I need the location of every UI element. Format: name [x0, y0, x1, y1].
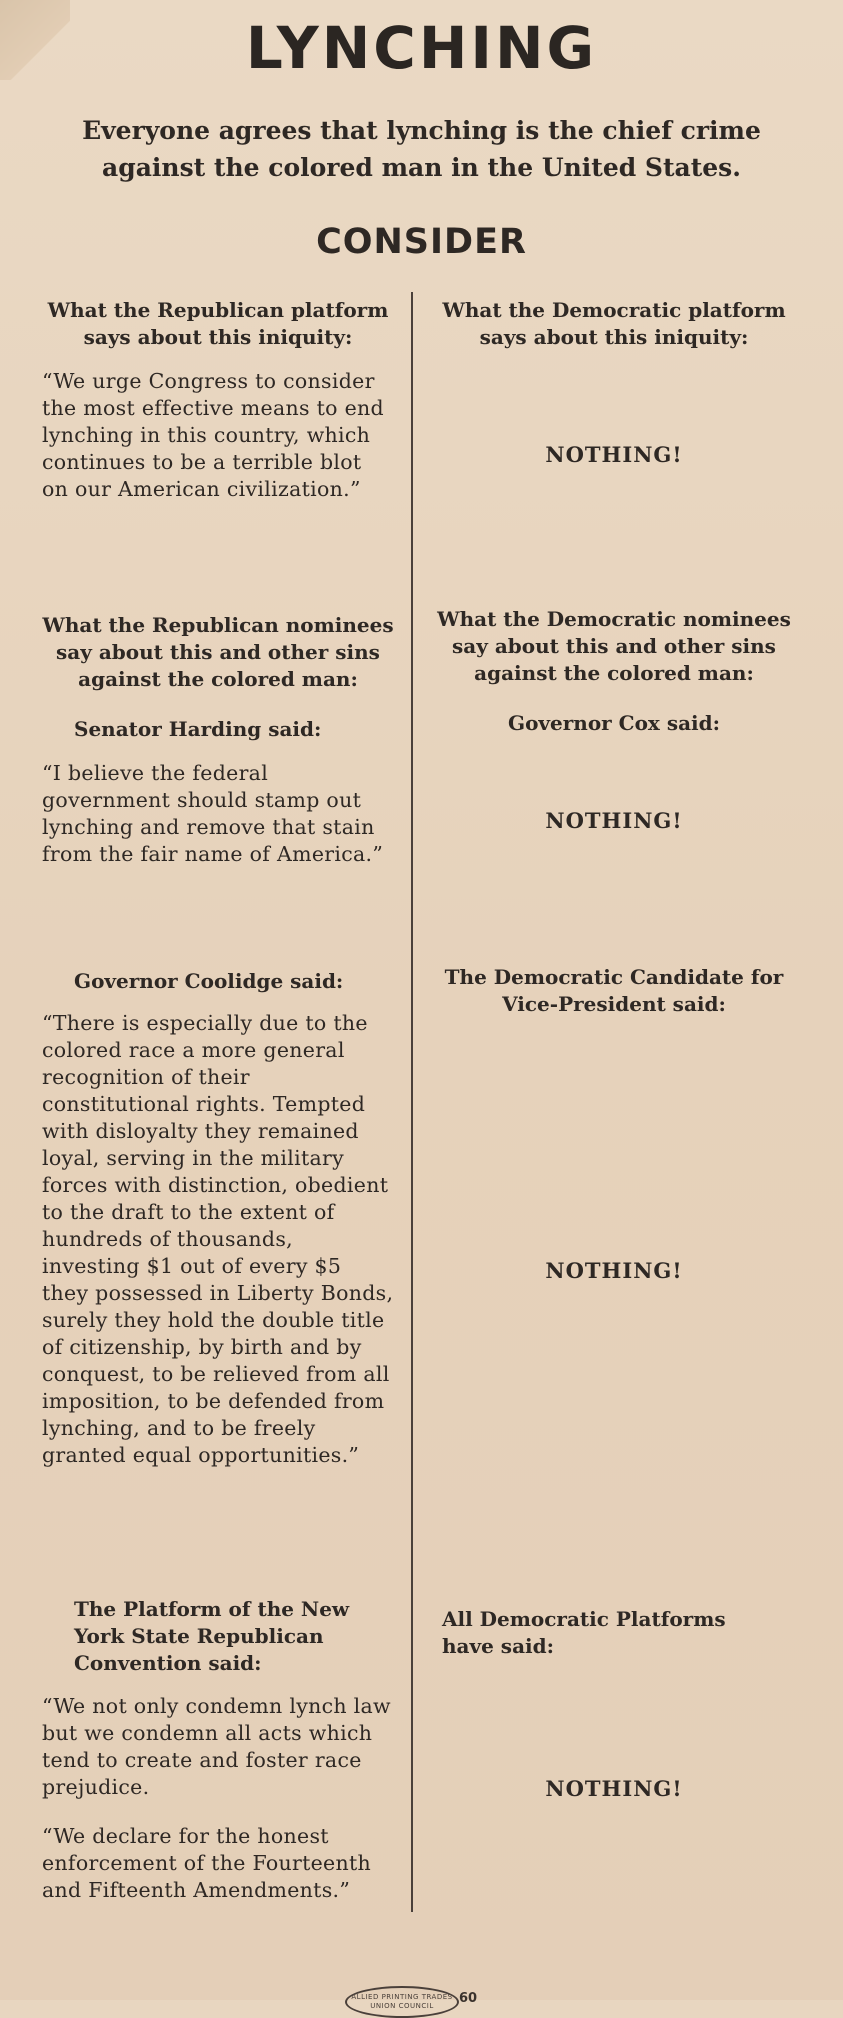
ny-quote-2: “We declare for the honest enforcement of the Fourteenth and Fifteenth Amendments.” — [42, 1824, 372, 1902]
nothing-vp: NOTHING! — [545, 1258, 683, 1283]
ny-quote-1: “We not only condemn lynch law but we condemn all acts which tend to create and foster race prejudice. — [42, 1694, 391, 1799]
union-label-text: ALLIED PRINTING TRADES UNION COUNCIL — [351, 1993, 453, 2010]
harding-quote: “I believe the federal government should stamp out lynching and remove that stain from the fair name of America.” — [42, 761, 384, 866]
ny-convention-header: The Platform of the New York State Republican Convention said: — [74, 1597, 350, 1675]
harding-header: Senator Harding said: — [74, 717, 322, 741]
vp-candidate-header: The Democratic Candidate for Vice-President said: — [444, 965, 784, 1016]
column-divider — [411, 292, 413, 1912]
coolidge-header: Governor Coolidge said: — [74, 969, 344, 993]
page-title: LYNCHING — [245, 14, 598, 82]
republican-platform-header: What the Republican platform says about this iniquity: — [47, 298, 389, 349]
cox-header: Governor Cox said: — [507, 711, 720, 735]
consider-heading: CONSIDER — [316, 222, 527, 262]
nothing-cox: NOTHING! — [545, 808, 683, 833]
democratic-nominees-header: What the Democratic nominees say about this and other sins against the colored man: — [437, 607, 791, 685]
republican-platform-quote: “We urge Congress to consider the most effective means to end lynching in this country, which continues to be a terrible blot on our American civilization.” — [42, 369, 384, 501]
democratic-platform-header: What the Democratic platform says about this iniquity: — [442, 298, 786, 349]
all-platforms-header: All Democratic Platforms have said: — [442, 1607, 726, 1658]
republican-nominees-header: What the Republican nominees say about this and other sins against the colored man: — [42, 613, 394, 691]
nothing-platform: NOTHING! — [545, 442, 683, 467]
union-label-seal — [345, 1986, 459, 2018]
union-number: 60 — [459, 1991, 478, 2006]
nothing-all: NOTHING! — [545, 1776, 683, 1801]
subtitle: Everyone agrees that lynching is the chief crime against the colored man in the United States. — [82, 116, 761, 182]
coolidge-quote: “There is especially due to the colored race a more general recognition of their constitutional rights. Tempted with disloyalty they remained loyal, serving in the military forces with distinction, obedient to the draft to the extent of hundreds of thousands, investing $1 out of every $5 they possessed in Liberty Bonds, surely they hold the double title of citizenship, by birth and by conquest, to be relieved from all imposition, to be defended from lynching, and to be freely granted equal opportunities.” — [42, 1011, 394, 1467]
